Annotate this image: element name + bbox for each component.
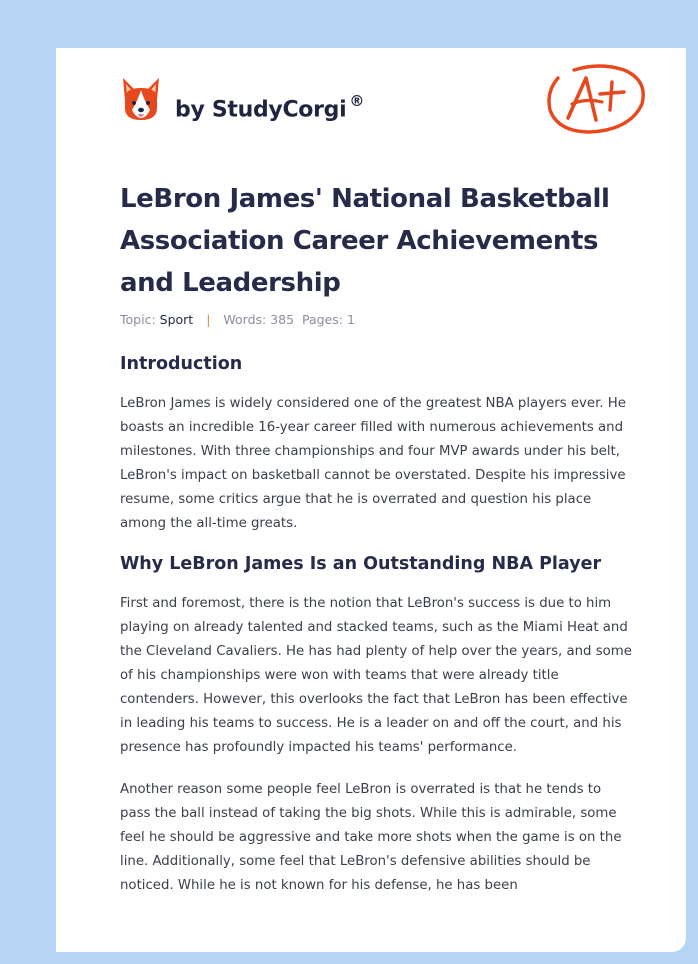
document-body bbox=[120, 350, 632, 898]
brand-text: by StudyCorgi bbox=[175, 97, 347, 123]
meta-separator: | bbox=[206, 312, 211, 327]
document-meta bbox=[120, 312, 355, 327]
paragraph: LeBron James is widely considered one of the greatest NBA players ever. He boasts an incredible 16-year career filled with numerous achievements and milestones. With three championships and four MVP awards under his belt, LeBron's impact on basketball cannot be overstated. Despite his impressive resume, some critics argue that he is overrated and question his place among the all-time greats. bbox=[120, 396, 626, 531]
registered-mark: ® bbox=[349, 92, 365, 110]
paragraph: First and foremost, there is the notion that LeBron's success is due to him playing on already talented and stacked teams, such as the Miami Heat and the Cleveland Cavaliers. He has had plenty of help over the years, and some of his championships were won with teams that were already title contenders. However, this overlooks the fact that LeBron has been effective in leading his teams to success. He is a leader on and off the court, and his presence has profoundly impacted his teams' performance. bbox=[120, 596, 632, 755]
a-plus-grade-icon bbox=[538, 58, 650, 140]
section-heading-why-outstanding: Why LeBron James Is an Outstanding NBA Player bbox=[120, 554, 602, 574]
topic-label: Topic: bbox=[120, 312, 156, 327]
corgi-logo-icon[interactable] bbox=[120, 76, 162, 126]
brand-name[interactable] bbox=[175, 94, 364, 122]
topic-link[interactable]: Sport bbox=[159, 312, 194, 327]
page-count: Pages: 1 bbox=[302, 312, 355, 327]
document-page bbox=[56, 48, 686, 952]
section-heading-introduction: Introduction bbox=[120, 354, 243, 374]
paragraph: Another reason some people feel LeBron is overrated is that he tends to pass the ball instead of taking the big shots. While this is admirable, some feel he should be aggressive and take more shots when the game is on the line. Additionally, some feel that LeBron's defensive abilities should be noticed. While he is not known for his defense, he has been bbox=[120, 782, 622, 893]
word-count: Words: 385 bbox=[223, 312, 295, 327]
document-title: LeBron James' National Basketball Association Career Achievements and Leadership bbox=[120, 184, 610, 298]
